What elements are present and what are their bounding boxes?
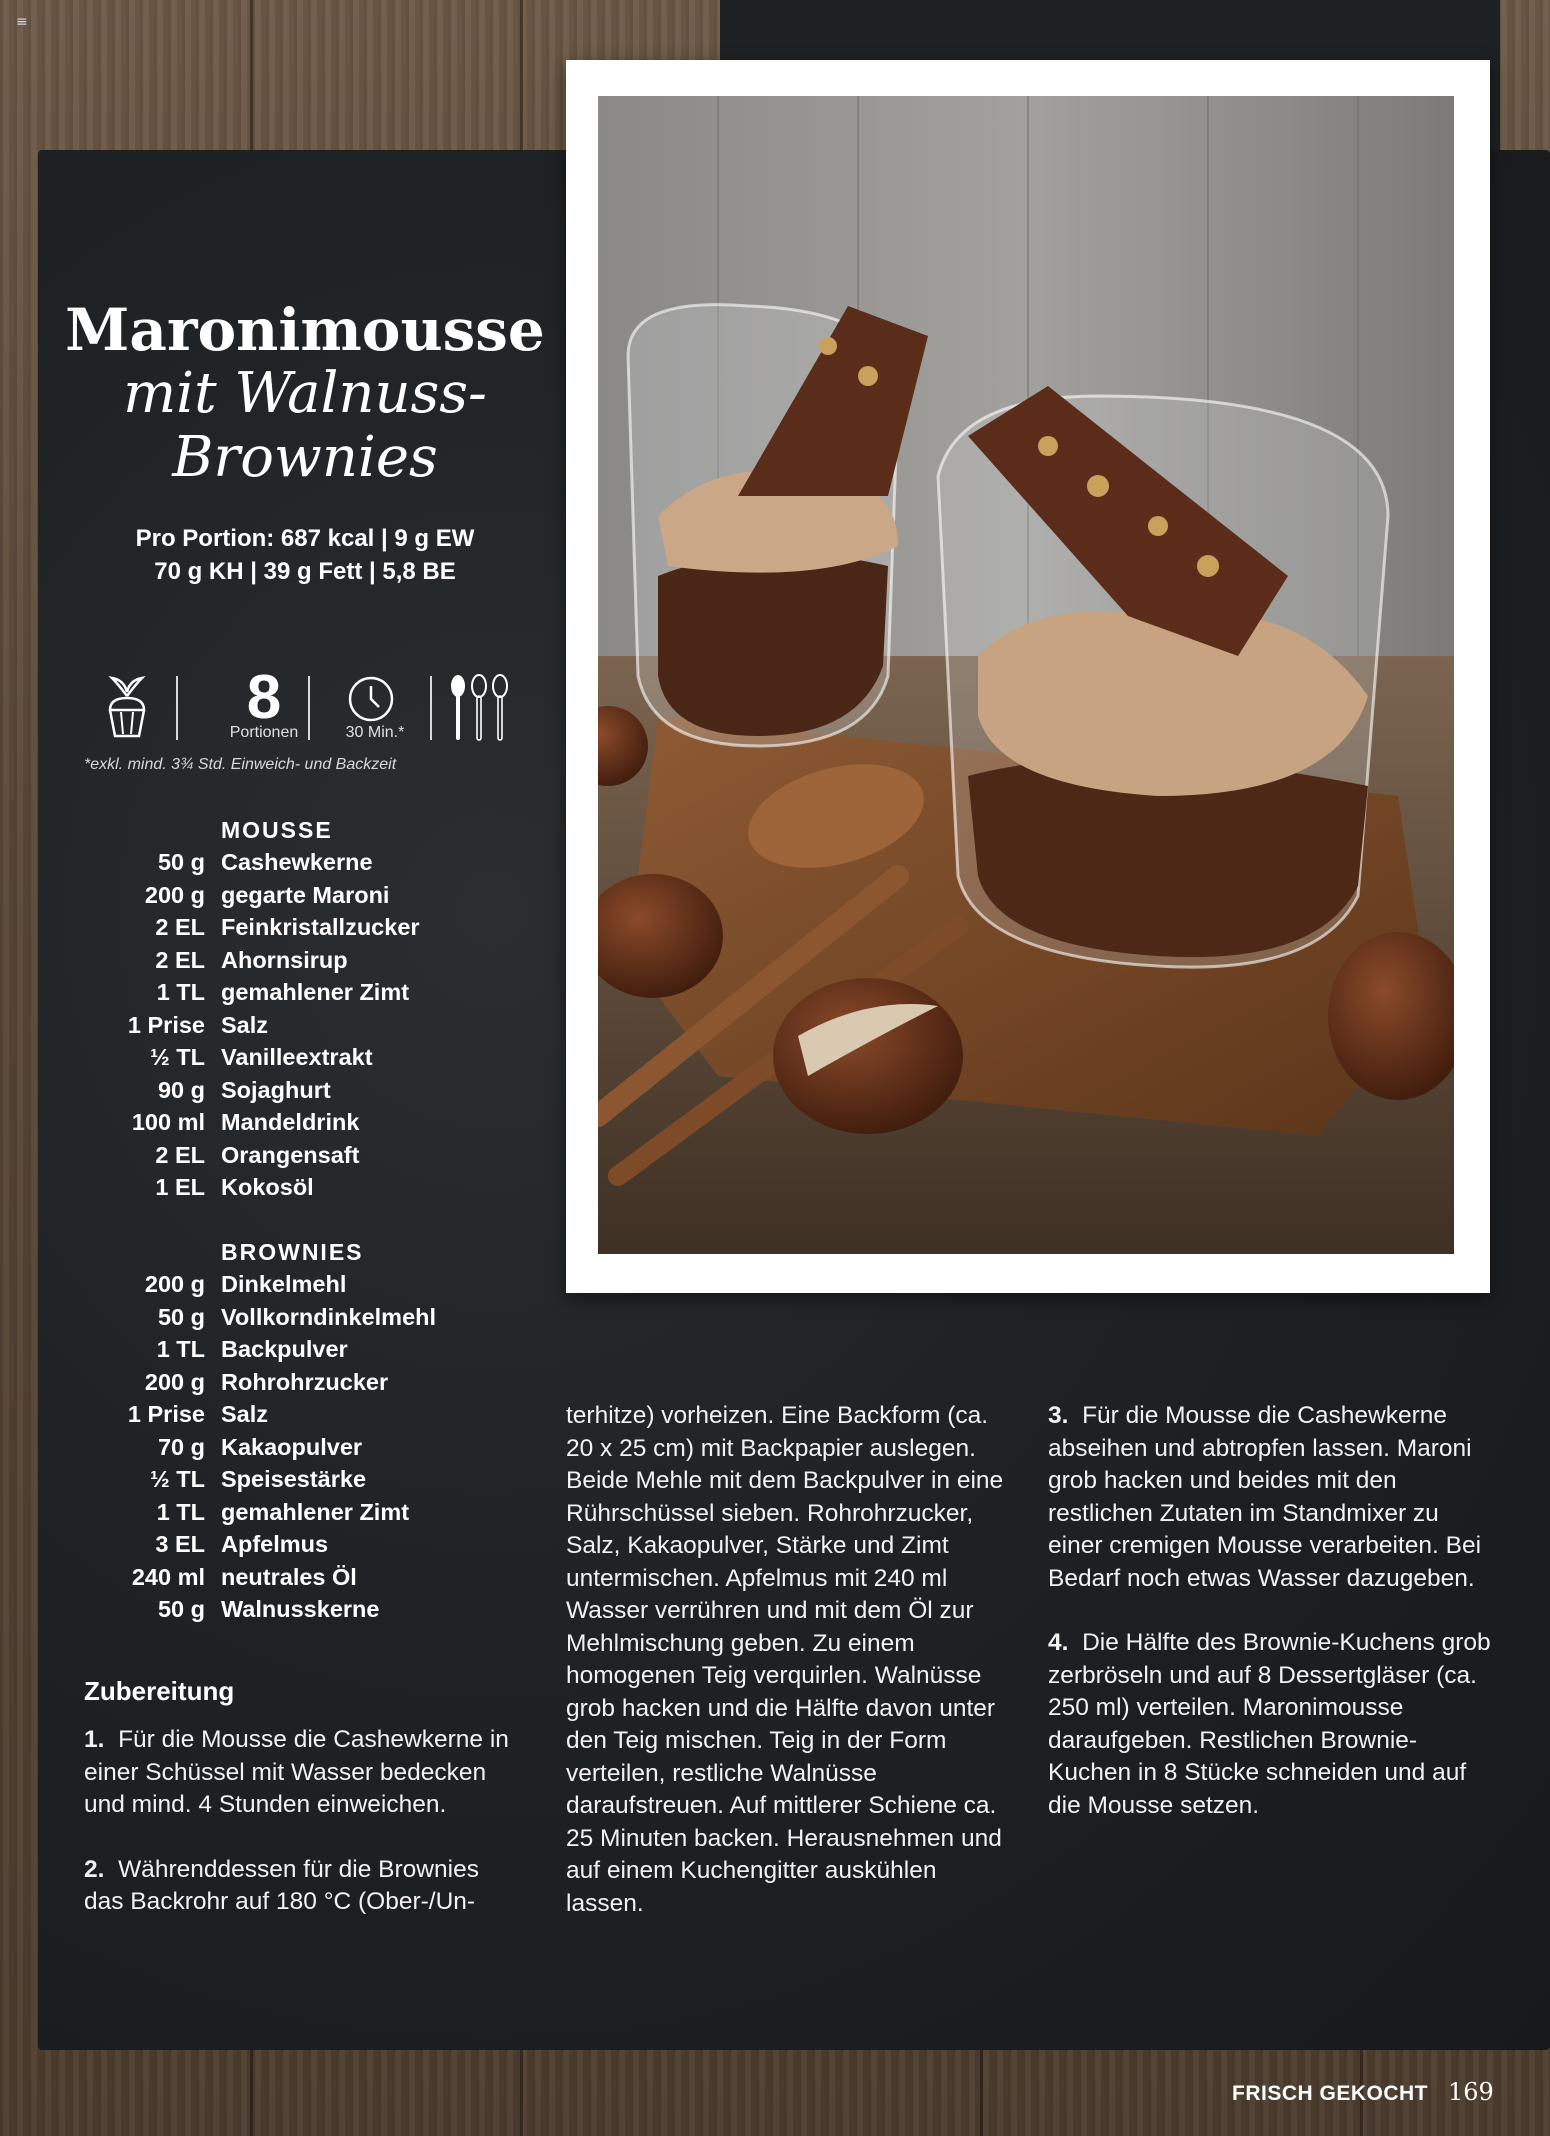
ingredient-row xyxy=(60,1171,560,1204)
ingredient-name: neutrales Öl xyxy=(221,1563,357,1590)
ingredient-name: Speisestärke xyxy=(221,1466,367,1492)
ingredient-amount: 50 g xyxy=(157,1303,205,1330)
ingredient-amount: 200 g xyxy=(144,881,205,908)
time-footnote: *exkl. mind. 3¾ Std. Einweich- und Backzeit xyxy=(84,756,397,773)
ingredient-name: Kakaopulver xyxy=(221,1433,363,1460)
ingredient-row xyxy=(60,944,560,977)
ingredient-amount: 1 EL xyxy=(155,1174,205,1200)
recipe-title: Maronimousse xyxy=(65,296,545,364)
ingredient-amount: 200 g xyxy=(144,1271,205,1297)
ingredient-row xyxy=(60,1561,560,1594)
ingredient-row xyxy=(60,1593,560,1626)
ingredient-row xyxy=(60,1139,560,1172)
step-number: 4. xyxy=(1048,1629,1069,1656)
ingredient-row xyxy=(60,1074,560,1107)
ingredient-row xyxy=(60,1301,560,1334)
ingredient-name: Cashewkerne xyxy=(221,849,373,875)
ingredient-amount: 1 Prise xyxy=(127,1401,205,1427)
preparation-heading: Zubereitung xyxy=(84,1676,235,1706)
portions-number: 8 xyxy=(246,663,282,732)
nutrition-line: 70 g KH | 39 g Fett | 5,8 BE xyxy=(154,558,456,585)
divider xyxy=(308,676,310,740)
step-text: Für die Mousse die Cashewkerne abseihen und abtropfen lassen. Maroni grob hacken und beides mit den restlichen Zutaten im Standmixer zu einer cremigen Mousse verarbeiten. Bei Bedarf noch etwas Wasser dazugeben. xyxy=(1048,1402,1482,1592)
clock-icon xyxy=(346,674,396,724)
divider xyxy=(430,676,432,740)
menu-icon[interactable]: ≡ xyxy=(16,14,28,30)
difficulty-spoons-icon xyxy=(446,672,512,744)
preparation-column-3 xyxy=(1048,1400,1493,1854)
ingredient-amount: 2 EL xyxy=(155,946,205,973)
recipe-info-row xyxy=(84,663,524,748)
ingredient-amount: 50 g xyxy=(157,849,205,875)
ingredient-row xyxy=(60,1009,560,1042)
step-number: 1. xyxy=(84,1726,105,1753)
ingredient-row xyxy=(60,1463,560,1496)
ingredient-row xyxy=(60,1106,560,1139)
ingredient-amount: 90 g xyxy=(157,1076,205,1103)
ingredient-name: Orangensaft xyxy=(221,1141,360,1168)
ingredient-name: Mandeldrink xyxy=(221,1109,360,1135)
step-text: Währenddessen für die Brownies das Backrohr auf 180 °C (Ober-/Un- xyxy=(84,1855,479,1915)
step-1 xyxy=(84,1724,524,1822)
ingredient-row xyxy=(60,1041,560,1074)
ingredient-amount: ½ TL xyxy=(150,1466,205,1492)
ingredient-name: Rohrohrzucker xyxy=(221,1368,389,1395)
ingredient-row xyxy=(60,1496,560,1529)
ingredient-amount: 1 Prise xyxy=(127,1011,205,1038)
ingredient-amount: 240 ml xyxy=(131,1563,205,1590)
page-number: 169 xyxy=(1448,2078,1494,2106)
recipe-subtitle xyxy=(40,362,570,490)
ingredient-name: Walnusskerne xyxy=(221,1596,380,1622)
ingredient-row xyxy=(60,911,560,944)
step-4 xyxy=(1048,1627,1493,1822)
section-heading: MOUSSE xyxy=(221,817,333,843)
ingredient-name: Backpulver xyxy=(221,1336,348,1362)
ingredient-amount: 70 g xyxy=(157,1433,205,1460)
dessert-illustration xyxy=(598,96,1454,1254)
dessert-photo xyxy=(598,96,1454,1254)
ingredient-row xyxy=(60,846,560,879)
brownies-ingredients xyxy=(60,1236,560,1626)
step-2 xyxy=(84,1854,524,1919)
ingredient-name: Sojaghurt xyxy=(221,1076,331,1103)
step-2-continued: terhitze) vorheizen. Eine Backform (ca. 20 x 25 cm) mit Backpapier auslegen. Beide Mehle mit dem Backpulver in eine Rührschüssel sieben. Rohrohrzucker, Salz, Kakaopulver, Stärke und Zimt untermischen. Apfelmus mit 240 ml Wasser verrühren und mit dem Öl zur Mehlmischung geben. Zu einem homogenen Teig verquirlen. Walnüsse grob hacken und die Hälfte davon unter den Teig mischen. Teig in der Form verteilen, restliche Walnüsse daraufstreuen. Auf mittlerer Schiene ca. 25 Minuten backen. Herausnehmen und auf einem Kuchengitter auskühlen lassen. xyxy=(566,1402,1004,1917)
subtitle-line: mit Walnuss- xyxy=(123,361,487,426)
preparation-column-1 xyxy=(84,1724,524,1951)
ingredient-amount: 2 EL xyxy=(155,914,205,940)
ingredient-name: gegarte Maroni xyxy=(221,881,390,908)
ingredient-name: Vollkorndinkelmehl xyxy=(221,1303,437,1330)
ingredient-row xyxy=(60,1333,560,1366)
subtitle-line: Brownies xyxy=(172,425,438,490)
ingredient-name: Vanilleextrakt xyxy=(221,1044,373,1070)
ingredient-name: Salz xyxy=(221,1401,269,1427)
step-text: Die Hälfte des Brownie-Kuchens grob zerbröseln und auf 8 Dessertgläser (ca. 250 ml) verteilen. Maronimousse daraufgeben. Restlichen Brownie-Kuchen in 8 Stücke schneiden und auf die Mousse setzen. xyxy=(1048,1629,1491,1819)
portions-label: Portionen xyxy=(229,724,299,741)
mousse-ingredients xyxy=(60,814,560,1204)
ingredient-amount: 50 g xyxy=(157,1596,205,1622)
ingredient-amount: 200 g xyxy=(144,1368,205,1395)
preparation-column-2 xyxy=(566,1400,1011,1952)
ingredient-amount: 1 TL xyxy=(156,979,205,1005)
step-number: 2. xyxy=(84,1855,105,1883)
ingredient-name: Apfelmus xyxy=(221,1531,329,1557)
nutrition-info xyxy=(40,522,570,588)
ingredient-row xyxy=(60,1431,560,1464)
nutrition-line: Pro Portion: 687 kcal | 9 g EW xyxy=(135,525,475,552)
ingredient-row xyxy=(60,976,560,1009)
divider xyxy=(176,676,178,740)
step-number: 3. xyxy=(1048,1402,1069,1429)
ingredient-amount: 100 ml xyxy=(131,1109,205,1135)
ingredient-row xyxy=(60,1398,560,1431)
ingredient-name: Kokosöl xyxy=(221,1174,314,1200)
ingredient-row xyxy=(60,879,560,912)
ingredient-row xyxy=(60,1366,560,1399)
time-label: 30 Min.* xyxy=(345,724,405,741)
step-3 xyxy=(1048,1400,1493,1595)
ingredient-row xyxy=(60,1268,560,1301)
step-text: Für die Mousse die Cashewkerne in einer Schüssel mit Wasser bedecken und mind. 4 Stunden einweichen. xyxy=(84,1726,509,1818)
magazine-brand: FRISCH GEKOCHT xyxy=(1232,2082,1428,2105)
ingredient-name: gemahlener Zimt xyxy=(221,1498,410,1525)
vegan-muffin-icon xyxy=(104,674,150,740)
ingredient-name: gemahlener Zimt xyxy=(221,979,410,1005)
ingredient-name: Ahornsirup xyxy=(221,946,348,973)
section-heading: BROWNIES xyxy=(221,1239,364,1265)
ingredient-amount: 1 TL xyxy=(156,1336,205,1362)
ingredient-amount: 1 TL xyxy=(156,1498,205,1525)
ingredient-amount: 2 EL xyxy=(155,1141,205,1168)
ingredient-name: Dinkelmehl xyxy=(221,1271,347,1297)
ingredient-row xyxy=(60,1528,560,1561)
ingredient-amount: ½ TL xyxy=(150,1044,205,1070)
ingredient-name: Salz xyxy=(221,1011,269,1038)
ingredient-name: Feinkristallzucker xyxy=(221,914,420,940)
ingredient-amount: 3 EL xyxy=(155,1531,205,1557)
